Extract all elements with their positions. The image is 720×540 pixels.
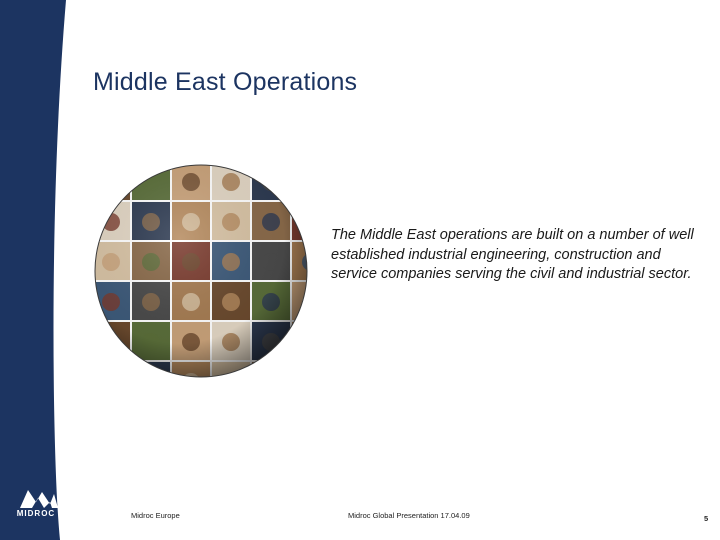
page-number: 5: [704, 514, 709, 523]
left-band: [0, 0, 80, 540]
photo-face: [102, 173, 120, 191]
photo-face: [262, 373, 280, 380]
photo-tile: [292, 362, 310, 380]
footer-presentation: Midroc Global Presentation 17.04.09: [348, 511, 470, 520]
photo-face: [302, 333, 310, 351]
footer-company: Midroc Europe: [131, 511, 180, 520]
midroc-logo: [14, 484, 64, 524]
photo-face: [302, 373, 310, 380]
photo-tile: [252, 362, 290, 380]
slide-title: Middle East Operations: [93, 68, 358, 96]
logo-wordmark: MIDROC: [16, 509, 56, 518]
photo-tile: [92, 362, 130, 380]
body-text: The Middle East operations are built on a number of well established industrial engineering, construction and service companies serving the civil and industrial sector.: [331, 227, 694, 282]
photo-tile: [92, 162, 130, 200]
photo-face: [102, 373, 120, 380]
photo-face: [302, 173, 310, 191]
photo-face: [142, 373, 160, 380]
photo-face: [302, 213, 310, 231]
photo-tile: [292, 322, 310, 360]
globe-faces-image: [92, 162, 310, 380]
photo-tile: [292, 162, 310, 200]
